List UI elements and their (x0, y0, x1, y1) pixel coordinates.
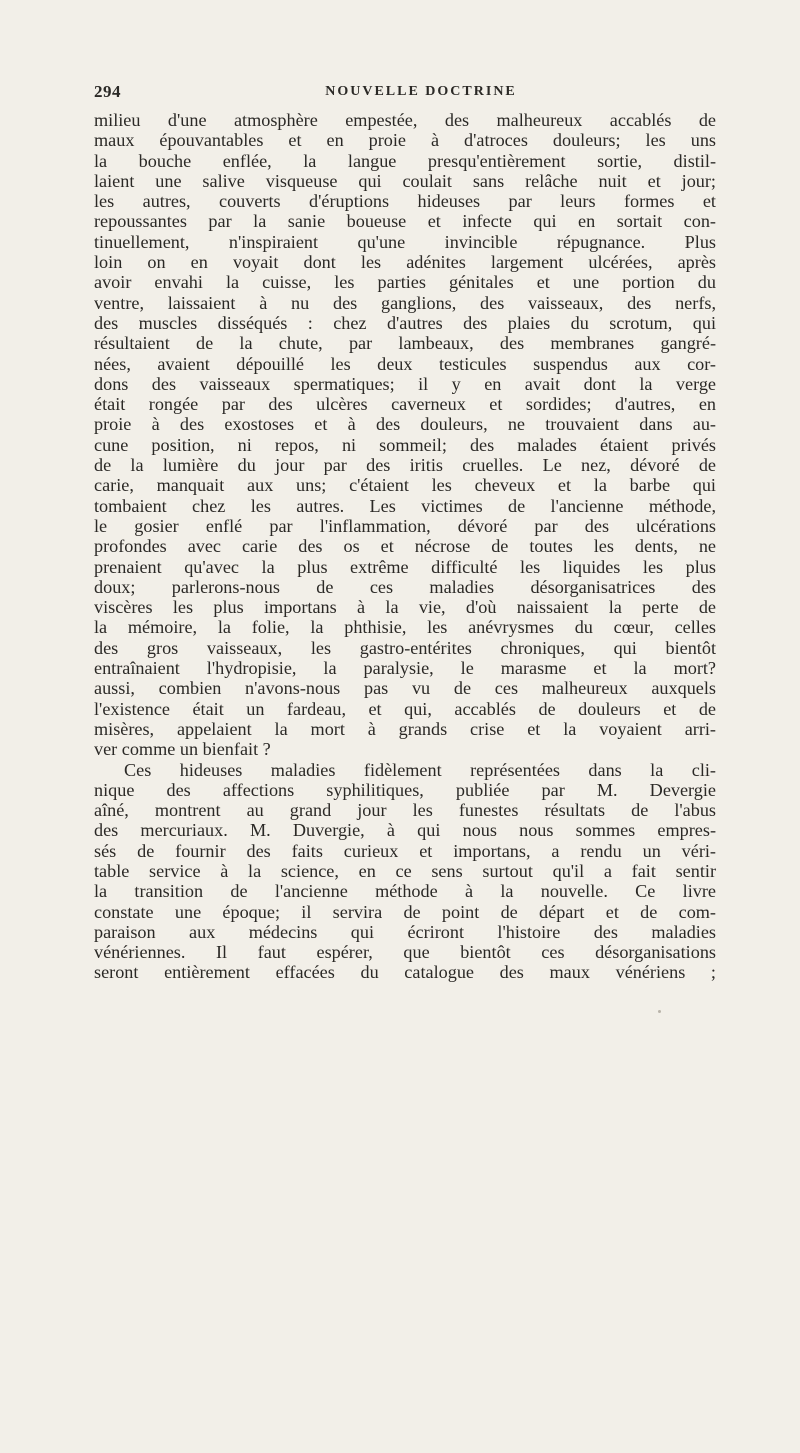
text-line: laient une salive visqueuse qui coulait sans relâche nuit et jour; (94, 170, 716, 191)
text-line: milieu d'une atmosphère empestée, des malheureux accablés de (94, 110, 716, 130)
text-line: avoir envahi la cuisse, les parties génitales et une portion du (94, 272, 716, 293)
text-line: aîné, montrent au grand jour les funestes résultats de l'abus (94, 800, 716, 821)
paper-speck (658, 1010, 661, 1013)
running-title: NOUVELLE DOCTRINE (325, 84, 517, 99)
text-line: le gosier enflé par l'inflammation, dévoré par des ulcérations (94, 515, 716, 536)
body-text (94, 110, 716, 983)
text-line: de la lumière du jour par des iritis cruelles. Le nez, dévoré de (94, 455, 716, 476)
text-line: repoussantes par la sanie boueuse et infecte qui en sortait con- (94, 211, 716, 232)
text-line: entraînaient l'hydropisie, la paralysie, le marasme et la mort? (94, 658, 716, 679)
text-line: tombaient chez les autres. Les victimes de l'ancienne méthode, (94, 495, 716, 516)
running-head (94, 80, 708, 104)
text-line: loin on en voyait dont les adénites largement ulcérées, après (94, 252, 716, 273)
text-line: table service à la science, en ce sens surtout qu'il a fait sentir (94, 860, 716, 881)
text-line: des gros vaisseaux, les gastro-entérites chroniques, qui bientôt (94, 637, 716, 658)
text-line: des muscles disséqués : chez d'autres des plaies du scrotum, qui (94, 312, 716, 333)
text-line: ventre, laissaient à nu des ganglions, des vaisseaux, des nerfs, (94, 292, 716, 313)
text-line: maux épouvantables et en proie à d'atroces douleurs; les uns (94, 130, 716, 151)
text-line: profondes avec carie des os et nécrose de toutes les dents, ne (94, 536, 716, 557)
text-line: sés de fournir des faits curieux et importans, a rendu un véri- (94, 840, 716, 861)
text-line: l'existence était un fardeau, et qui, accablés de douleurs et de (94, 698, 716, 719)
text-line: était rongée par des ulcères caverneux et sordides; d'autres, en (94, 394, 716, 415)
text-line: viscères les plus importans à la vie, d'où naissaient la perte de (94, 597, 716, 618)
text-line: misères, appelaient la mort à grands crise et la voyaient arri- (94, 718, 716, 739)
text-line: la transition de l'ancienne méthode à la nouvelle. Ce livre (94, 881, 716, 902)
text-line: vénériennes. Il faut espérer, que bientôt ces désorganisations (94, 942, 716, 963)
page-number: 294 (94, 82, 121, 101)
text-line: carie, manquait aux uns; c'étaient les cheveux et la barbe qui (94, 475, 716, 496)
text-line: la mémoire, la folie, la phthisie, les anévrysmes du cœur, celles (94, 617, 716, 638)
text-line: proie à des exostoses et à des douleurs, ne trouvaient dans au- (94, 414, 716, 435)
text-line: résultaient de la chute, par lambeaux, des membranes gangré- (94, 333, 716, 354)
text-line: aussi, combien n'avons-nous pas vu de ces malheureux auxquels (94, 678, 716, 699)
text-line: seront entièrement effacées du catalogue des maux vénériens ; (94, 962, 716, 983)
text-line: nique des affections syphilitiques, publiée par M. Devergie (94, 779, 716, 800)
text-line: paraison aux médecins qui écriront l'histoire des maladies (94, 921, 716, 942)
text-line: la bouche enflée, la langue presqu'entièrement sortie, distil- (94, 150, 716, 171)
text-line: dons des vaisseaux spermatiques; il y en avait dont la verge (94, 373, 716, 394)
text-line: prenaient qu'avec la plus extrême difficulté les liquides les plus (94, 556, 716, 577)
text-line: Ces hideuses maladies fidèlement représentées dans la cli- (124, 759, 716, 780)
text-line: les autres, couverts d'éruptions hideuses par leurs formes et (94, 191, 716, 212)
text-line: ver comme un bienfait ? (94, 739, 271, 760)
text-line: nées, avaient dépouillé les deux testicules suspendus aux cor- (94, 353, 716, 374)
text-line: cune position, ni repos, ni sommeil; des malades étaient privés (94, 434, 716, 455)
text-line: tinuellement, n'inspiraient qu'une invincible répugnance. Plus (94, 231, 716, 252)
text-line: doux; parlerons-nous de ces maladies désorganisatrices des (94, 576, 716, 597)
text-line: constate une époque; il servira de point de départ et de com- (94, 901, 716, 922)
text-line: des mercuriaux. M. Duvergie, à qui nous nous sommes empres- (94, 820, 716, 841)
